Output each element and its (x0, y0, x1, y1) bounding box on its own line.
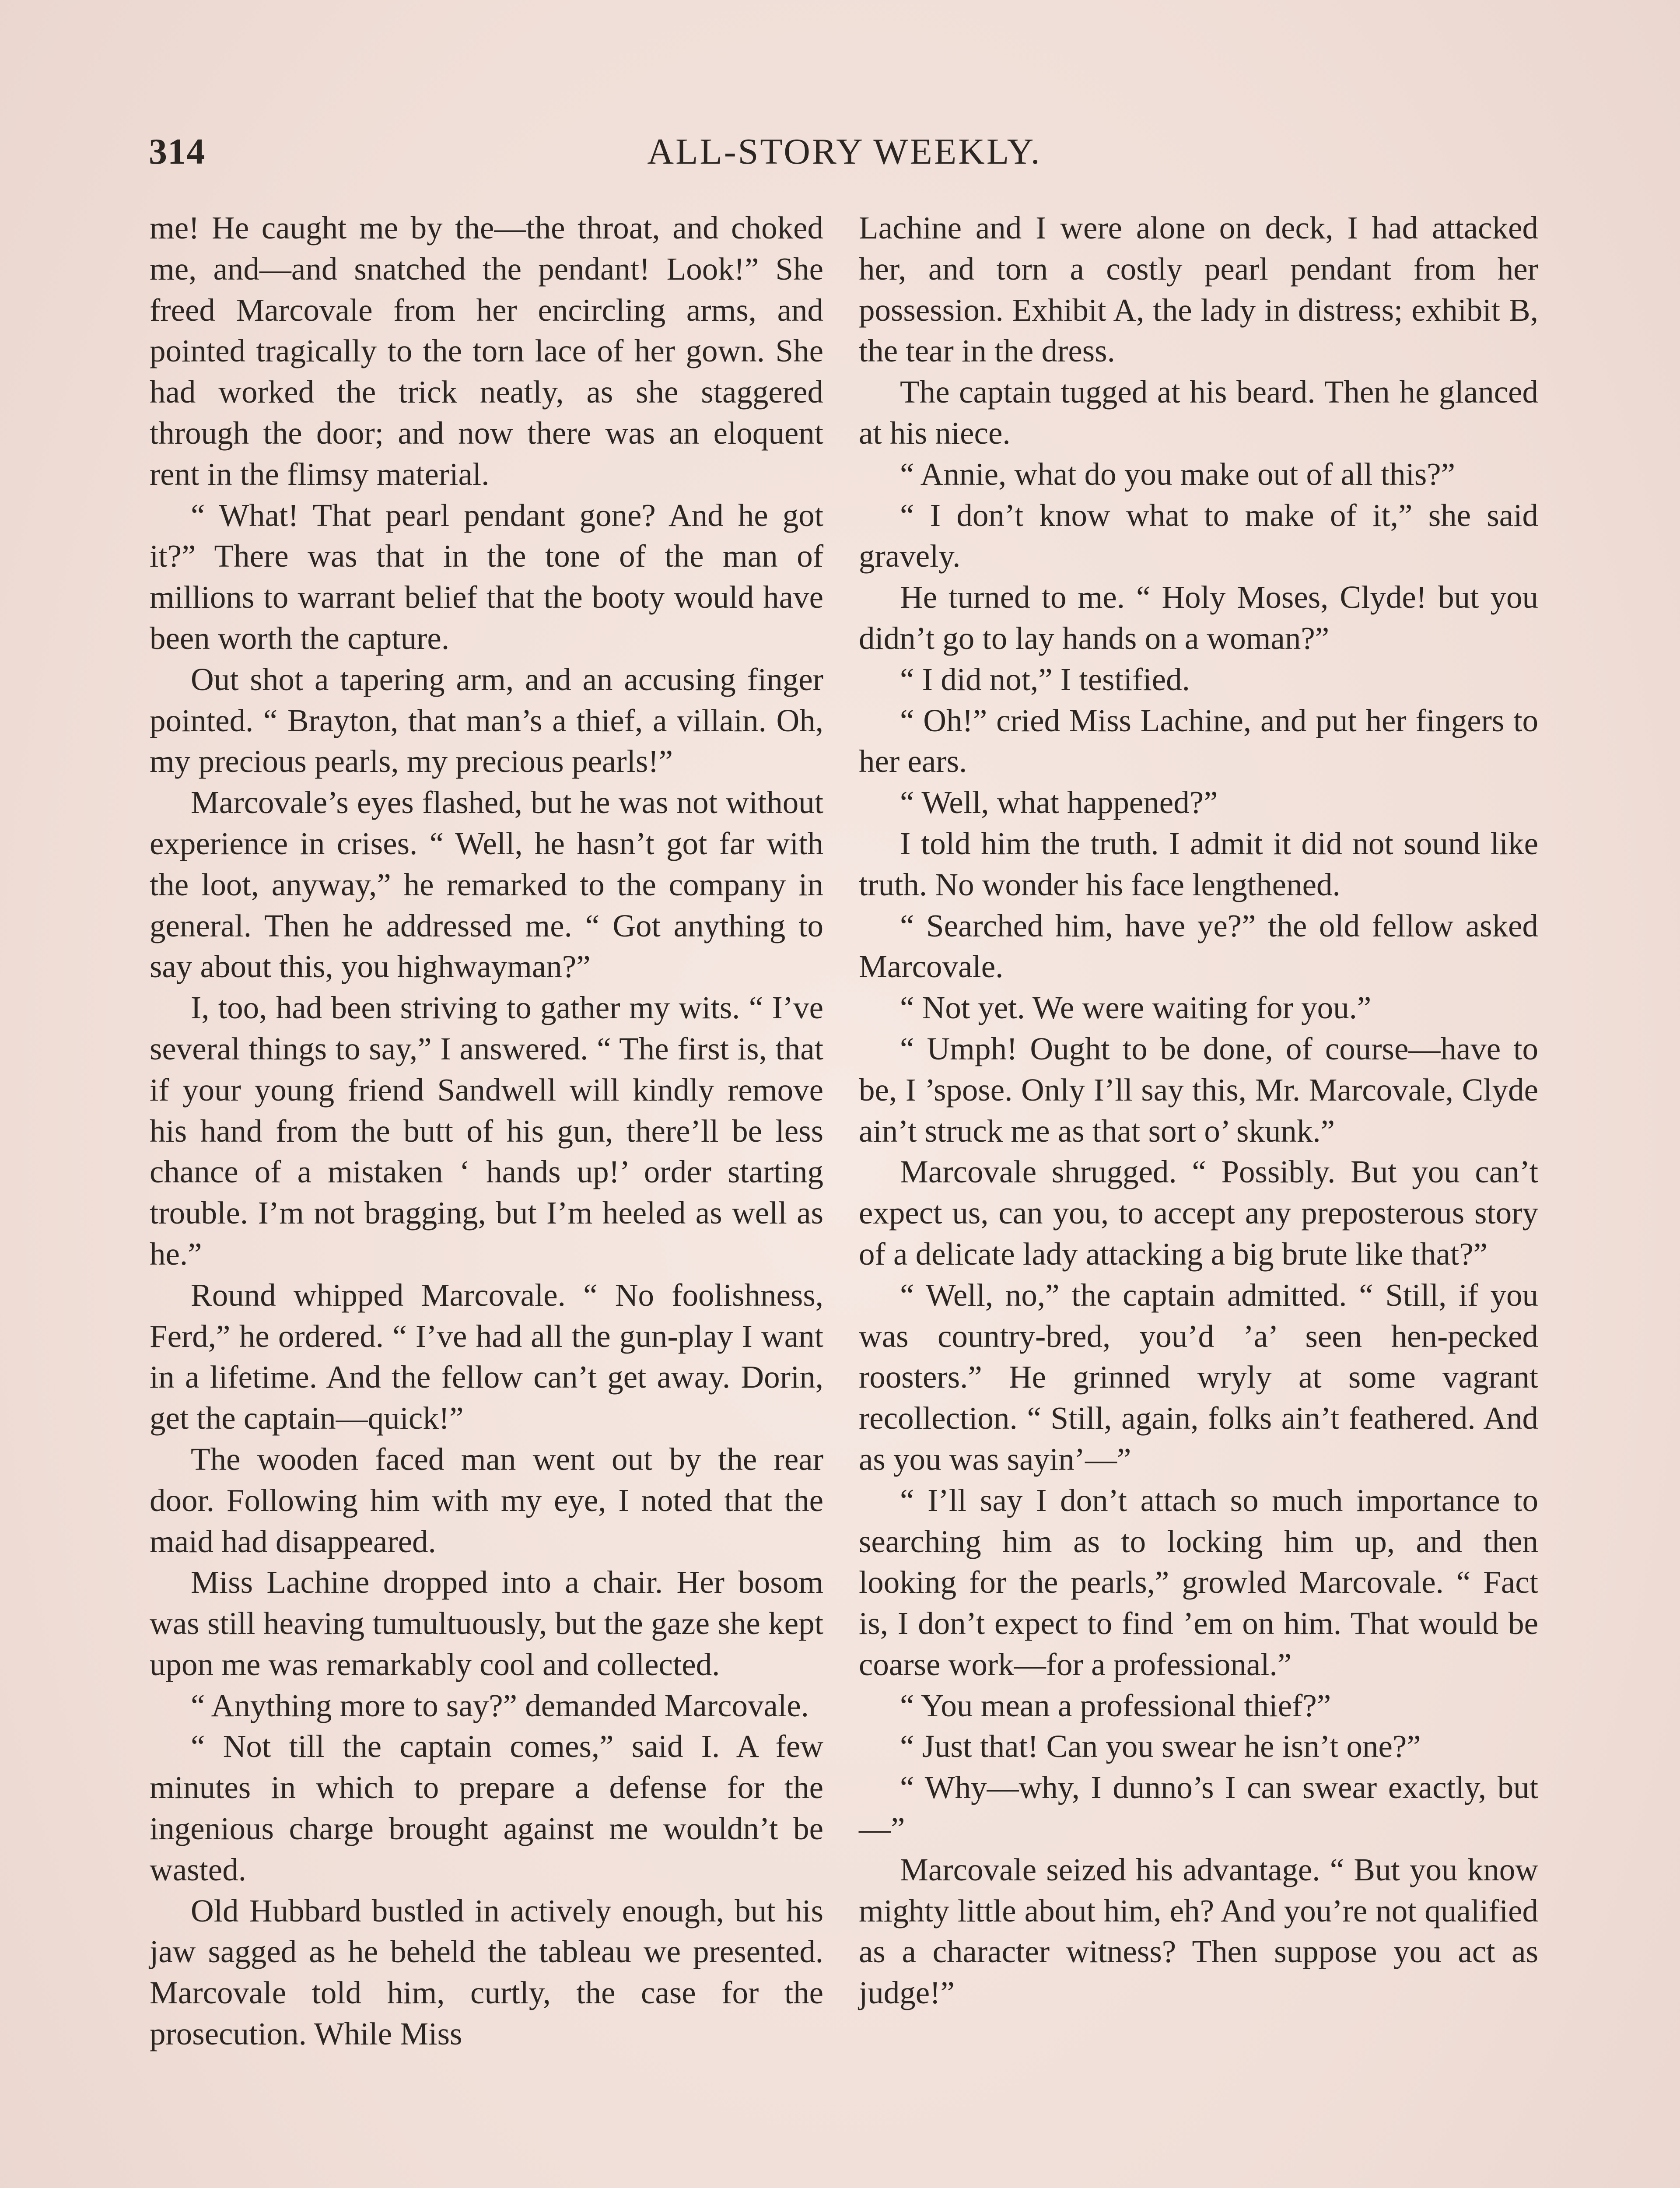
paragraph: I told him the truth. I admit it did not sound like truth. No wonder his face lengthened. (859, 825, 1538, 902)
right-column (859, 207, 1538, 2013)
paragraph: “ I did not,” I testified. (900, 661, 1190, 697)
paragraph: Marcovale shrugged. “ Possibly. But you can’t expect us, can you, to accept any preposterous story of a delicate lady attacking a big brute like that?” (859, 1154, 1538, 1272)
paragraph: “ Not yet. We were waiting for you.” (900, 990, 1372, 1026)
paragraph: Old Hubbard bustled in actively enough, but his jaw sagged as he beheld the tableau we presented. Marcovale told him, curtly, the case for the prosecution. While Miss (150, 1893, 823, 2052)
paragraph: Miss Lachine dropped into a chair. Her bosom was still heaving tumultuously, but the gaze she kept upon me was remarkably cool and collected. (150, 1564, 823, 1682)
paragraph: “ Well, what happened?” (900, 785, 1218, 820)
paragraph: Round whipped Marcovale. “ No foolishness, Ferd,” he ordered. “ I’ve had all the gun-play I want in a lifetime. And the fellow can’t get away. Dorin, get the captain—quick!” (150, 1277, 823, 1436)
paragraph: “ Oh!” cried Miss Lachine, and put her fingers to her ears. (859, 702, 1538, 779)
paragraph: The captain tugged at his beard. Then he glanced at his niece. (859, 374, 1538, 451)
paragraph: “ I’ll say I don’t attach so much importance to searching him as to locking him up, and then looking for the pearls,” growled Marcovale. “ Fact is, I don’t expect to find ’em on him. That would be coarse work—for a professional.” (859, 1482, 1538, 1682)
paragraph: “ Annie, what do you make out of all this?” (900, 456, 1456, 492)
running-title: ALL-STORY WEEKLY. (647, 131, 1042, 172)
paragraph: Lachine and I were alone on deck, I had attacked her, and torn a costly pearl pendant from her possession. Exhibit A, the lady in distress; exhibit B, the tear in the dress. (859, 210, 1538, 369)
paragraph: Marcovale’s eyes flashed, but he was not without experience in crises. “ Well, he hasn’t got far with the loot, anyway,” he remarked to the company in general. Then he addressed me. “ Got anything to say about this, you highwayman?” (150, 785, 823, 985)
paragraph: The wooden faced man went out by the rear door. Following him with my eye, I noted that the maid had disappeared. (150, 1441, 823, 1559)
page-header (149, 130, 1540, 179)
paragraph: “ I don’t know what to make of it,” she said gravely. (859, 497, 1538, 574)
left-column (150, 207, 823, 2055)
paragraph: He turned to me. “ Holy Moses, Clyde! but you didn’t go to lay hands on a woman?” (859, 579, 1538, 656)
paragraph: “ Not till the captain comes,” said I. A few minutes in which to prepare a defense for the ingenious charge brought against me wouldn’t be wasted. (150, 1729, 823, 1887)
paragraph: “ Anything more to say?” demanded Marcovale. (191, 1687, 809, 1723)
paragraph: “ Well, no,” the captain admitted. “ Still, if you was country-bred, you’d ’a’ seen hen-pecked roosters.” He grinned wryly at some vagrant recollection. “ Still, again, folks ain’t feathered. And as you was sayin’—” (859, 1277, 1538, 1477)
paragraph: Out shot a tapering arm, and an accusing finger pointed. “ Brayton, that man’s a thief, a villain. Oh, my precious pearls, my precious pearls!” (150, 661, 823, 779)
paragraph: “ Searched him, have ye?” the old fellow asked Marcovale. (859, 908, 1538, 985)
paragraph: “ You mean a professional thief?” (900, 1687, 1331, 1723)
paragraph: “ Why—why, I dunno’s I can swear exactly, but—” (859, 1770, 1538, 1847)
paragraph: Marcovale seized his advantage. “ But you know mighty little about him, eh? And you’re not qualified as a character witness? Then suppose you act as judge!” (859, 1851, 1538, 2011)
paragraph: me! He caught me by the—the throat, and choked me, and—and snatched the pendant! Look!” She freed Marcovale from her encircling arms, and pointed tragically to the torn lace of her gown. She had worked the trick neatly, as she staggered through the door; and now there was an eloquent rent in the flimsy material. (150, 210, 823, 492)
paragraph: “ What! That pearl pendant gone? And he got it?” There was that in the tone of the man of millions to warrant belief that the booty would have been worth the capture. (150, 497, 823, 656)
page-number: 314 (149, 131, 205, 172)
paragraph: “ Umph! Ought to be done, of course—have to be, I ’spose. Only I’ll say this, Mr. Marcovale, Clyde ain’t struck me as that sort o’ skunk.” (859, 1031, 1538, 1149)
paragraph: I, too, had been striving to gather my wits. “ I’ve several things to say,” I answered. “ The first is, that if your young friend Sandwell will kindly remove his hand from the butt of his gun, there’ll be less chance of a mistaken ‘ hands up!’ order starting trouble. I’m not bragging, but I’m heeled as well as he.” (150, 990, 823, 1272)
paragraph: “ Just that! Can you swear he isn’t one?” (900, 1729, 1421, 1764)
